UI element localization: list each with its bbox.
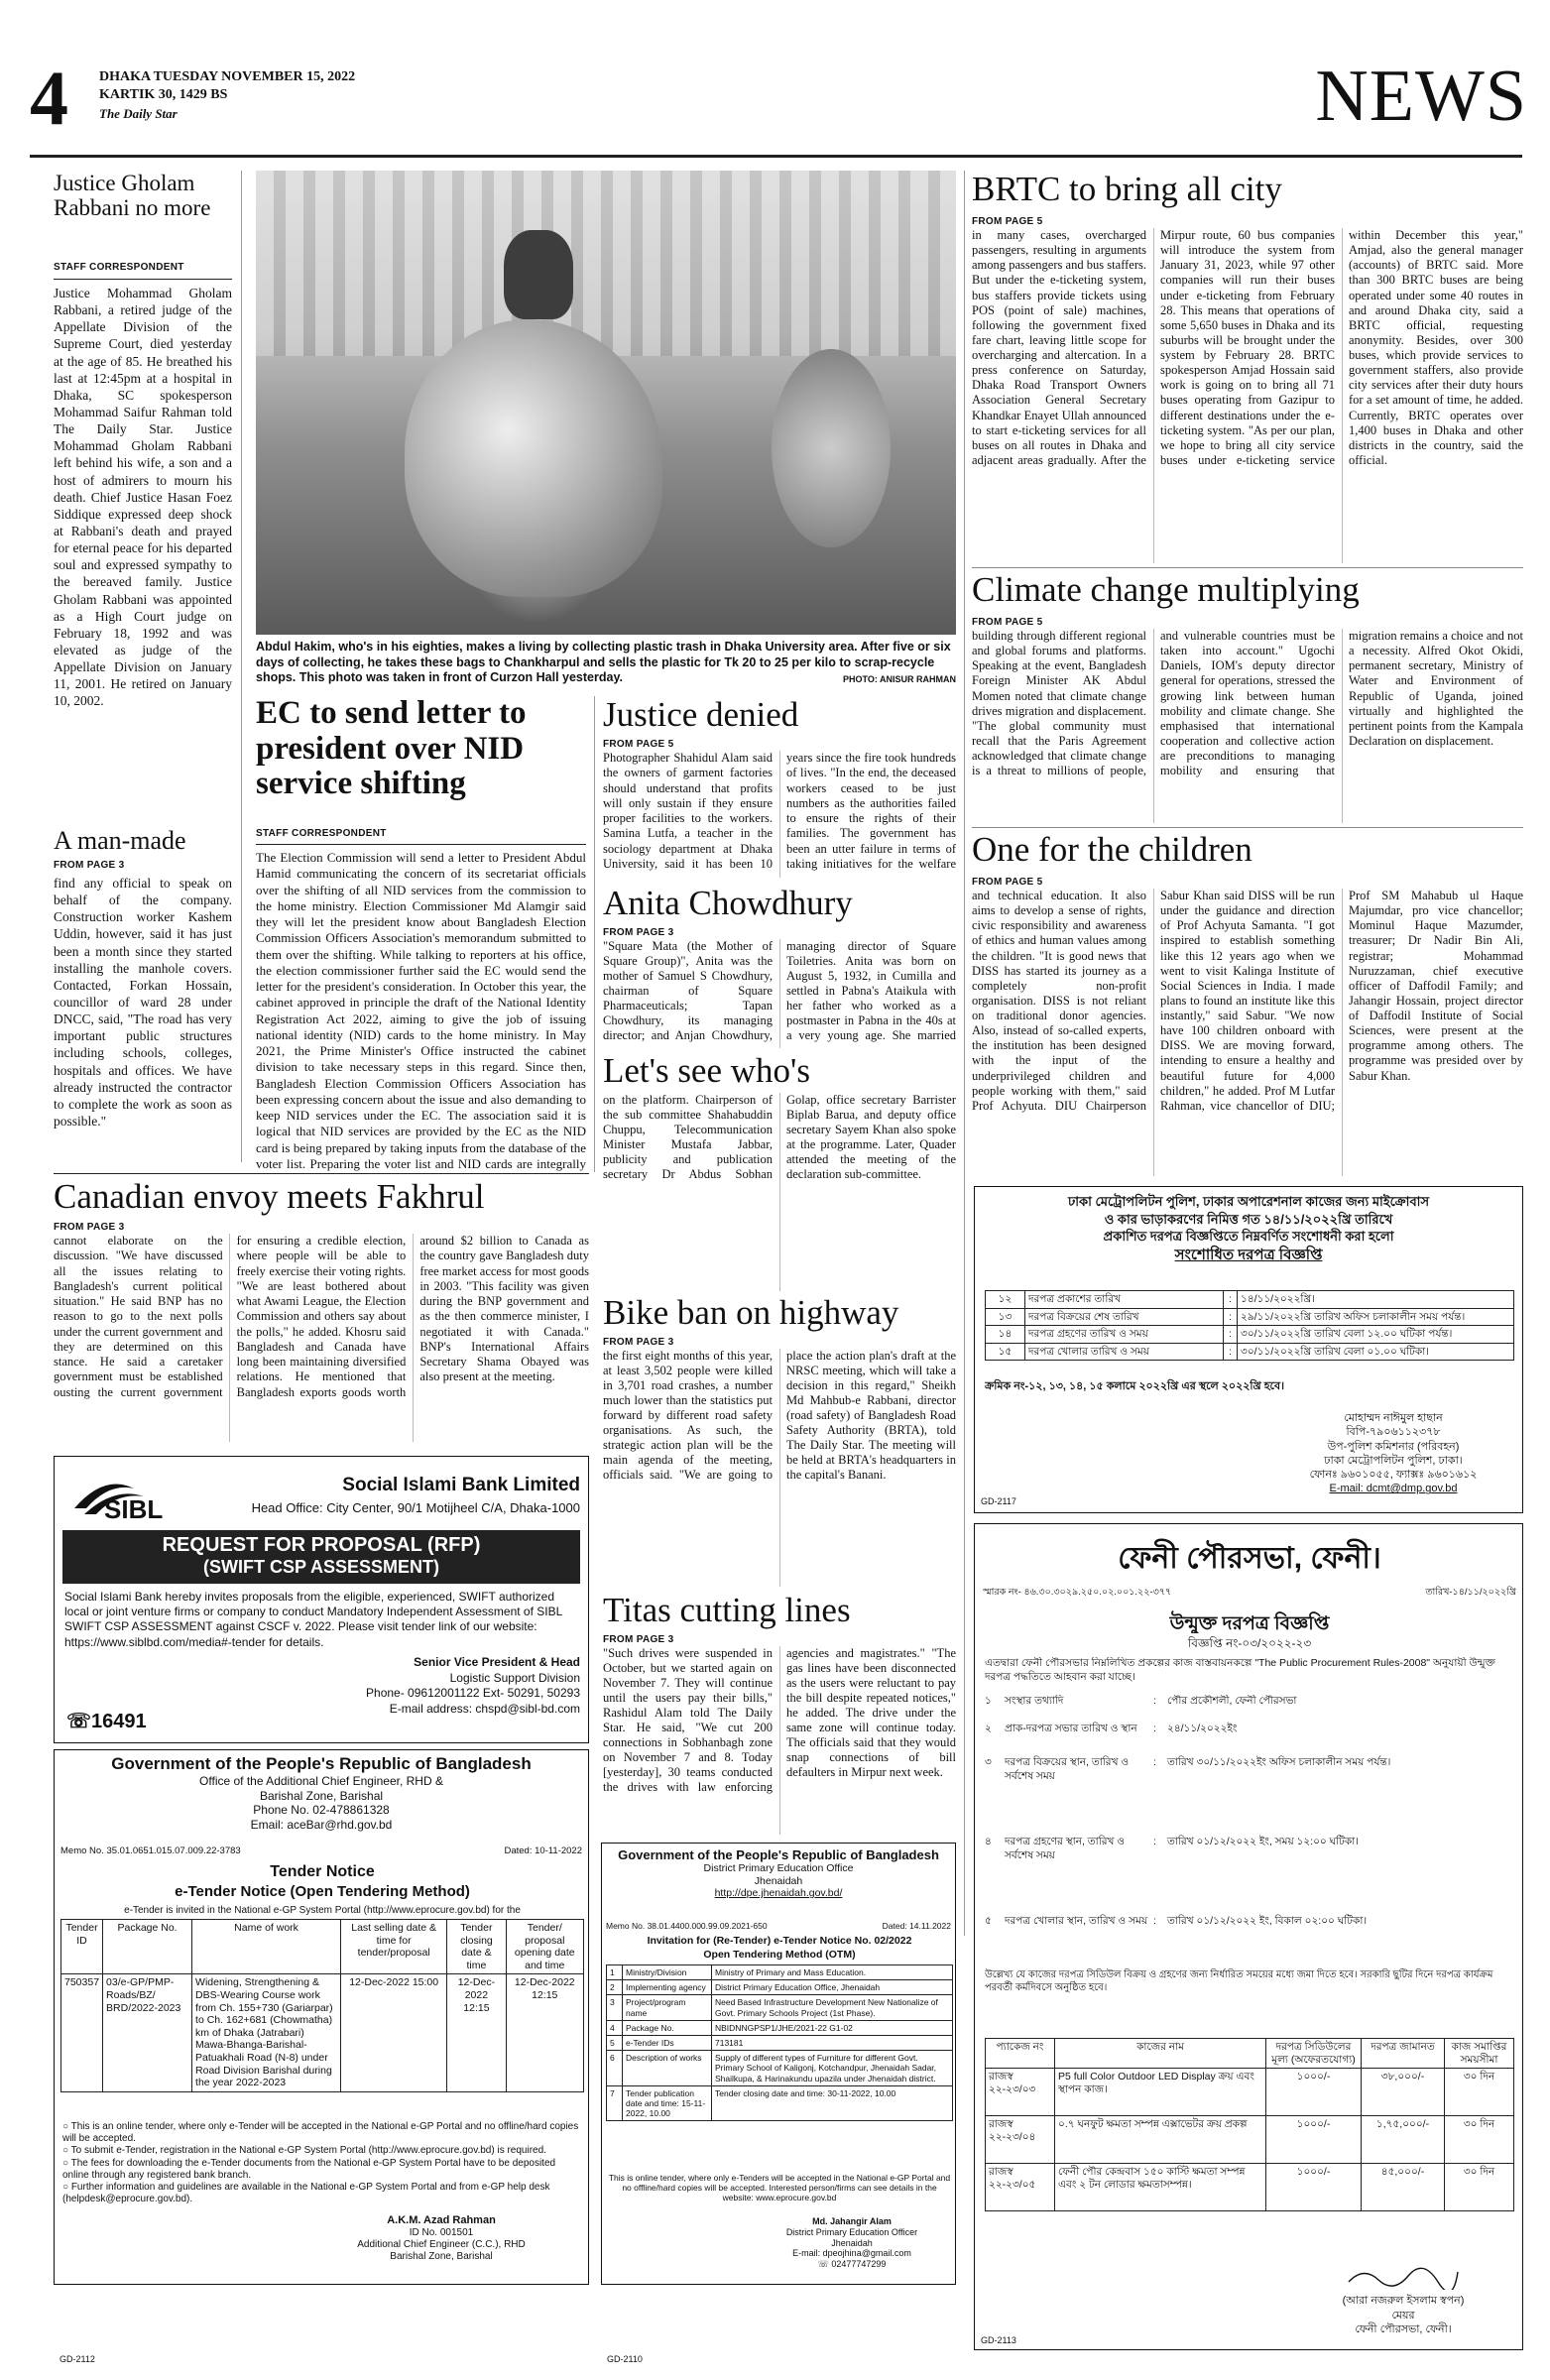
lets-see-body: on the platform. Chairperson of the sub committee Shahabuddin Chuppu, Telecommunication Minister Mustafa Jabbar, publicity and publication secretary Dr Abdus Sobhan Golap, office secretary Barrister Biplab Barua, and deputy office secretary Sayem Khan also spoke at the programme. Later, Quader attended the meeting of the declaration sub-committee. xyxy=(603,1093,956,1181)
rhd-td: 12-Dec-2022 12:15 xyxy=(447,1974,506,2091)
col-rule-3 xyxy=(964,171,965,1936)
man-made-body: find any official to speak on behalf of the company. Construction worker Kashem Uddin, however, said it has just been a month since they started installing the manhole covers. Contacted, Forkan Hossain, councillor of ward 28 under DNCC, said, "The road has very important public structures including schools, colleges, hospitals and offices. We have already instructed the contractor to complete the work as soon as possible." xyxy=(54,876,232,1129)
feni-td: ফেনী পৌর কেন্দ্রবাস ১৫০ কাস্টি ক্ষমতা সম্পন্ন এবং ২ টন লোডার ক্ষমতাসম্পন্ন। xyxy=(1055,2164,1266,2211)
ec-letter-body: The Election Commission will send a letter to President Abdul Hamid communicating the concern of its secretariat officials over the shifting of all NID services from the commission to the home ministry. Election Commissioner Md Alamgir said they will let the president know about Bangladesh Election Commission Officers Association's memorandum submitted to them over the shifting. While talking to reporters at his office, the election commissioner further said the EC would send the letter for the president's consideration. In October this year, the cabinet approved in principle the draft of the National Identity Registration Act 2022, aiming to give the job of issuing national identity (NID) cards to the home ministry. In May 2021, the Prime Minister's Office instructed the cabinet division to take necessary steps in this regard. Since then, Bangladesh Election Commission Officers Association has been expressing concern about the issue and also demanding to keep NID services under the EC. The association said it is logical that NID services are provided by the EC as the NID card is being prepared by taking inputs from the database of the voter list. Preparing the voter list and NID cards are integrally xyxy=(256,850,586,1171)
feni-td: P5 full Color Outdoor LED Display ক্রয় এবং স্থাপন কাজ। xyxy=(1055,2069,1266,2116)
dmp-td: ৩০/১১/২০২২খ্রি তারিখ বেলা ১২.০০ ঘটিকা পর্যন্ত। xyxy=(1238,1326,1514,1344)
bike-ban-kicker: FROM PAGE 3 xyxy=(603,1337,674,1348)
feni-para: উল্লেখ্য যে কাজের দরপত্র সিডিউল বিক্রয় ও গ্রহণের জন্য নির্ধারিত সময়ের মধ্যে জমা দিতে হবে। সরকারি ছুটির দিনে দরপত্র কার্যক্রম পরবর্তী কর্মদিবসে অনুষ্ঠিত হবে। xyxy=(985,1969,1493,1993)
rhd-email: Email: aceBar@rhd.gov.bd xyxy=(250,1817,393,1832)
photo-credit: PHOTO: ANISUR RAHMAN xyxy=(843,674,956,684)
dpe-title: Invitation for (Re-Tender) e-Tender Notice No. 02/2022 xyxy=(647,1935,912,1947)
feni-title: উন্মুক্ত দরপত্র বিজ্ঞপ্তি xyxy=(1169,1613,1330,1633)
dpe-td: 1 xyxy=(607,1965,623,1980)
feni-td: ১০০০/- xyxy=(1266,2116,1362,2164)
table-row xyxy=(986,1308,1514,1326)
man-made-headline: A man-made xyxy=(54,827,186,855)
rhd-sign-zone: Barishal Zone, Barishal xyxy=(390,2251,493,2263)
feni-org: ফেনী পৌরসভা, ফেনী। xyxy=(1118,1542,1381,1575)
dpe-td: Tender closing date and time: 30-11-2022, 10.00 xyxy=(712,2085,953,2121)
dmp-table-wrap xyxy=(985,1290,1514,1369)
canadian-headline: Canadian envoy meets Fakhrul xyxy=(54,1178,485,1216)
children-body: and technical education. It also aims to develop a sense of rights, civic responsibility and awareness of ethics and human values among the children. "It is good news that DISS has started its journey as a completely non-profit organisation. DISS is not reliant on traditional donor agencies. Also, instead of so-called experts, the institution has been designed with the input of the underprivileged children and people working with them," said Prof Achyuta. DIU Chairperson Sabur Khan said DISS will be run under the guidance and direction of Prof Achyuta Samanta. "I got inspired to establish something like this 12 years ago when we went to visit Kalinga Institute of Social Sciences in India. I made plans to found an institute like this instantly," said Sabur. "We now have 100 children onboard with DISS. We are moving forward, intending to ensure a healthy and beautiful future for 4,000 children," he added. Prof M Lutfar Rahman, vice chancellor of DIU; Prof SM Mahabub ul Haque Majumdar, pro vice chancellor; Mominul Haque Mazumder, treasurer; Dr Nadir Bin Ali, registrar; Mohammad Nuruzzaman, chief executive officer of Daffodil Family; and Jahangir Hossain, project director of Daffodil Institute of Social Sciences, were present at the programme among others. The programme was presided over by Sabur Khan. xyxy=(972,889,1523,1113)
list-item: ৫ দরপত্র খোলার স্থান, তারিখ ও সময় : তারিখ ০১/১২/২০২২ ইং, বিকাল ০২:০০ ঘটিকা। xyxy=(985,1915,1514,1955)
dmp-td: ১৫ xyxy=(986,1343,1025,1361)
dpe-sign-title: District Primary Education Officer xyxy=(785,2226,918,2237)
feni-td: ০.৭ ঘনফুট ক্ষমতা সম্পন্ন এক্সাভেটর ক্রয় প্রকল্প xyxy=(1055,2116,1266,2164)
dmp-sign-name: মোহাম্মদ নাঈমুল হাছান xyxy=(1344,1412,1443,1424)
dpe-signature xyxy=(751,2216,953,2282)
feni-sign-org: ফেনী পৌরসভা, ফেনী। xyxy=(1355,2322,1452,2335)
feni-date: তারিখ-১৪/১১/২০২২খ্রি xyxy=(1425,1587,1516,1598)
sibl-rfp-banner xyxy=(62,1530,580,1584)
dmp-td: ১৩ xyxy=(986,1308,1025,1326)
feni-table-wrap xyxy=(985,2038,1514,2236)
sibl-sign-email: E-mail address: chspd@sibl-bd.com xyxy=(389,1701,580,1716)
rhd-th: Name of work xyxy=(192,1920,341,1974)
anita-body: "Square Mata (the Mother of Square Group)", Anita was the mother of Samuel S Chowdhury, chairman of Square Pharmaceuticals; Tapan Chowdhury, its managing director; and Anjan Chowdhury, managing director of Square Toiletries. Anita was born on August 5, 1932, in Cumilla and settled in Pabna's Ataikula with her father who worked as a postmaster in Pabna in the 40s at a very young age. She married xyxy=(603,939,956,1042)
dmp-sign-phone: ফোনঃ ৯৬০১০৫৫, ফ্যাক্সঃ ৯৬০১৬১২ xyxy=(1309,1469,1478,1482)
col-rule-1 xyxy=(241,171,242,1162)
table-row xyxy=(607,1995,953,2020)
dmp-sign-email: E-mail: dcmt@dmp.gov.bd xyxy=(1329,1483,1458,1495)
justice-denied-kicker: FROM PAGE 5 xyxy=(603,739,674,750)
justice-rabbani-byline: STAFF CORRESPONDENT xyxy=(54,262,184,273)
dmp-td: দরপত্র বিক্রয়ের শেষ তারিখ xyxy=(1025,1308,1224,1326)
bike-ban-body: the first eight months of this year, at least 3,502 people were killed in 3,701 road crashes, a number much lower than the statistics put forward by different road safety organisations. As such, the strategic action plan will be the main agenda of the meeting, officials said. "We are going to place the action plan's draft at the NRSC meeting, which will take a decision in this regard," Sheikh Md Mahbub-e Rabbani, director (road safety) of Bangladesh Road Safety Authority (BRTA), told The Daily Star. The meeting will be held at BRTA's headquarters in the capital's Banani. xyxy=(603,1349,956,1482)
rhd-td: Widening, Strengthening & DBS-Wearing Course work from Ch. 155+730 (Gariarpar) to Ch. 162+681 (Chowmatha) km of Dhaka (Jatrabari) Mawa-Bhanga-Barishal-Patuakhali Road (N-8) under Road Division Barishal during the year 2022-2023 xyxy=(192,1974,341,2091)
feni-td: ৪৫,০০০/- xyxy=(1362,2164,1445,2211)
feni-item-value: ২৪/১১/২০২২ইং xyxy=(1167,1723,1238,1734)
climate-headline: Climate change multiplying xyxy=(972,571,1360,609)
feni-td: ৩০ দিন xyxy=(1445,2116,1514,2164)
dpe-table-wrap xyxy=(606,1964,953,2173)
dmp-td: : xyxy=(1224,1308,1238,1326)
rhd-note: This is an online tender, where only e-Tender will be accepted in the National e-GP Portal and no offline/hard copies will be accepted. xyxy=(62,2121,579,2145)
main-photo xyxy=(256,171,956,635)
dpe-td: Description of works xyxy=(623,2051,712,2086)
feni-item-label: দরপত্র গ্রহণের স্থান, তারিখ ও সর্বশেষ সময় xyxy=(1005,1836,1126,1861)
sibl-logo xyxy=(64,1469,193,1526)
feni-item-num: ১ xyxy=(985,1695,992,1707)
feni-td: ৩৮,০০০/- xyxy=(1362,2069,1445,2116)
dmp-td: ১৪ xyxy=(986,1326,1025,1344)
feni-item-label: দরপত্র খোলার স্থান, তারিখ ও সময় xyxy=(1005,1915,1148,1927)
dmp-notice-ad xyxy=(974,1186,1523,1513)
rhd-th: Tender ID xyxy=(61,1920,103,1974)
dmp-td: ৩০/১১/২০২২খ্রি তারিখ বেলা ০১.০০ ঘটিকা। xyxy=(1238,1343,1514,1361)
rhd-gov: Government of the People's Republic of Bangladesh xyxy=(111,1754,532,1773)
dmp-td: দরপত্র প্রকাশের তারিখ xyxy=(1025,1291,1224,1309)
dpe-memo: Memo No. 38.01.4400.000.99.09.2021-650 xyxy=(606,1921,768,1931)
rhd-td: 03/e-GP/PMP-Roads/BZ/ BRD/2022-2023 xyxy=(103,1974,192,2091)
feni-item-value: তারিখ ০১/১২/২০২২ ইং, সময় ১২:০০ ঘটিকা। xyxy=(1167,1836,1360,1847)
dmp-td: দরপত্র গ্রহণের তারিখ ও সময় xyxy=(1025,1326,1224,1344)
sibl-logo-text: SIBL xyxy=(104,1494,164,1524)
sibl-rfp-title: REQUEST FOR PROPOSAL (RFP) xyxy=(162,1534,481,1556)
justice-rabbani-headline: Justice Gholam Rabbani no more xyxy=(54,171,211,221)
ec-byline-rule xyxy=(256,844,586,845)
table-row xyxy=(607,1965,953,1980)
paper-name: The Daily Star xyxy=(99,106,178,121)
feni-item-label: দরপত্র বিক্রয়ের স্থান, তারিখ ও সর্বশেষ সময় xyxy=(1005,1756,1130,1782)
rhd-subtitle: e-Tender Notice (Open Tendering Method) xyxy=(175,1883,470,1900)
dpe-td: NBIDNNGPSP1/JHE/2021-22 G1-02 xyxy=(712,2020,953,2035)
dmp-sign-org: ঢাকা মেট্রোপলিটন পুলিশ, ঢাকা। xyxy=(1324,1454,1463,1467)
rhd-table-wrap xyxy=(60,1919,584,2117)
dmp-table xyxy=(985,1290,1514,1361)
dpe-td: District Primary Education Office, Jhenaidah xyxy=(712,1980,953,1995)
table-row xyxy=(986,2069,1514,2116)
date-line: DHAKA TUESDAY NOVEMBER 15, 2022 xyxy=(99,69,356,84)
rhd-phone: Phone No. 02-478861328 xyxy=(253,1803,390,1818)
rhd-signature xyxy=(302,2214,580,2280)
dpe-td: Implementing agency xyxy=(623,1980,712,1995)
sibl-signatory xyxy=(302,1655,580,1734)
dpe-td: 6 xyxy=(607,2051,623,2086)
man-made-kicker: FROM PAGE 3 xyxy=(54,860,125,871)
sibl-office: Head Office: City Center, 90/1 Motijheel C/A, Dhaka-1000 xyxy=(251,1500,580,1515)
dmp-td: ২৯/১১/২০২২খ্রি তারিখ অফিস চলাকালীন সময় পর্যন্ত। xyxy=(1238,1308,1514,1326)
rhd-sign-title: Additional Chief Engineer (C.C.), RHD xyxy=(357,2239,526,2251)
feni-td: ৩০ দিন xyxy=(1445,2069,1514,2116)
rhd-note: The fees for downloading the e-Tender documents from the National e-GP System Portal have to be deposited online through any registered bank branch. xyxy=(62,2157,556,2181)
rhd-th: Last selling date & time for tender/proposal xyxy=(341,1920,447,1974)
sibl-hotline xyxy=(66,1709,185,1734)
dpe-tender-ad xyxy=(601,1843,956,2285)
rhd-table-header xyxy=(61,1920,584,1974)
lets-see-headline: Let's see who's xyxy=(603,1052,810,1090)
feni-th: কাজ সমাপ্তির সময়সীমা xyxy=(1445,2039,1514,2069)
feni-td: ১০০০/- xyxy=(1266,2164,1362,2211)
feni-item-num: ৩ xyxy=(985,1756,992,1768)
dpe-td: Ministry/Division xyxy=(623,1965,712,1980)
dpe-td: 2 xyxy=(607,1980,623,1995)
dpe-gd-code: GD-2110 xyxy=(607,2354,643,2364)
table-row xyxy=(607,2085,953,2121)
dpe-td: Supply of different types of Furniture for different Govt. Primary School of Kaligonj, Kotchandpur, Jhenaidah Sadar, Shailkupa, & Harinakundu upazila under Jhenaidah district. xyxy=(712,2051,953,2086)
dpe-dated: Dated: 14.11.2022 xyxy=(882,1921,951,1931)
dpe-table xyxy=(606,1964,953,2121)
table-row xyxy=(986,1326,1514,1344)
feni-table xyxy=(985,2038,1514,2211)
dpe-district: Jhenaidah xyxy=(754,1874,803,1887)
sibl-hotline-number: 16491 xyxy=(91,1711,147,1732)
dpe-sign-phone xyxy=(751,2259,953,2270)
feni-sign-title: মেয়র xyxy=(1391,2309,1415,2321)
titas-body: "Such drives were suspended in October, but we started again on November 7. They will continue until the users pay their bills," Rashidul Alam told The Daily Star. He said, "We cut 200 connections in Sobhanbagh zone on November 7 and 8. Today [yesterday], 30 teams conducted the drives with law enforcing agencies and magistrates." "The gas lines have been disconnected as the users were reluctant to pay the bill despite repeated notices," he added. The drive under the same zone will continue today. The officials said that they would snap connections of bill defaulters in Mirpur next week. xyxy=(603,1646,956,1794)
sibl-ad xyxy=(54,1456,589,1743)
justice-rabbani-body: Justice Mohammad Gholam Rabbani, a retired judge of the Appellate Division of the Supreme Court, died yesterday at the age of 85. He breathed his last at 12:45pm at a hospital in Dhaka, SC spokesperson Mohammad Saifur Rahman told The Daily Star. Justice Mohammad Gholam Rabbani left behind his wife, a son and a host of admirers to mourn his death. Chief Justice Hasan Foez Siddique expressed deep shock at Rabbani's death and prayed for eternal peace for his departed soul and expressed sympathy to the bereaved family. Justice Gholam Rabbani was appointed as a High Court judge on February 18, 1992 and was elevated as judge of the Appellate Division on January 11, 2001. He retired on January 10, 2002. xyxy=(54,286,232,709)
titas-kicker: FROM PAGE 3 xyxy=(603,1634,674,1645)
anita-headline: Anita Chowdhury xyxy=(603,885,853,922)
sibl-bank-name: Social Islami Bank Limited xyxy=(342,1475,580,1495)
feni-td: রাজস্ব ২২-২৩/০৫ xyxy=(986,2164,1055,2211)
brtc-kicker: FROM PAGE 5 xyxy=(972,216,1043,227)
signature-scribble xyxy=(1344,2264,1463,2290)
canadian-kicker: FROM PAGE 3 xyxy=(54,1222,125,1233)
table-row xyxy=(986,1291,1514,1309)
list-item: ৩ দরপত্র বিক্রয়ের স্থান, তারিখ ও সর্বশেষ সময় : তারিখ ৩০/১১/২০২২ইং অফিস চলাকালীন সময় পর্যন্ত। xyxy=(985,1756,1514,1836)
dmp-td: : xyxy=(1224,1291,1238,1309)
sibl-body: Social Islami Bank hereby invites proposals from the eligible, experienced, SWIFT authorized local or joint venture firms or company to conduct Mandatory Independent Assessment of SIBL SWIFT CSP ASSESSMENT against CSCF v. 2022. Please visit tender link of our website: https://www.siblbd.com/media#-tender for details. xyxy=(64,1590,562,1649)
children-headline: One for the children xyxy=(972,831,1252,869)
feni-td: ১,৭৫,০০০/- xyxy=(1362,2116,1445,2164)
dpe-td: Project/program name xyxy=(623,1995,712,2020)
feni-item-value: তারিখ ০১/১২/২০২২ ইং, বিকাল ০২:০০ ঘটিকা। xyxy=(1167,1915,1368,1927)
rhd-td: 750357 xyxy=(61,1974,103,2091)
feni-item-num: ৪ xyxy=(985,1836,992,1847)
dpe-sign-email: E-mail: dpeojhina@gmail.com xyxy=(792,2248,911,2259)
feni-td: রাজস্ব ২২-২৩/০৩ xyxy=(986,2069,1055,2116)
dmp-footnote: ক্রমিক নং-১২, ১৩, ১৪, ১৫ কলামে ২০২২খ্রি এর স্থলে ২০২২খ্রি হবে। xyxy=(985,1380,1285,1392)
feni-th: দরপত্র জামানত xyxy=(1362,2039,1445,2069)
feni-intro: এতদ্বারা ফেনী পৌরসভার নিম্নলিখিত প্রকল্পের কাজ বাস্তবায়নকল্পে "The Public Procurement Rules-2008" অনুযায়ী উন্মুক্ত দরপত্র পদ্ধতিতে আহবান করা যাচ্ছে। xyxy=(985,1657,1495,1683)
climate-body: building through different regional and global forums and platforms. Speaking at the event, Bangladesh Foreign Minister AK Abdul Momen noted that climate change drives migration and displacement. "The global community must recall that the Paris Agreement acknowledged that climate change is a threat to millions of people, and vulnerable countries must be taken into account." Ugochi Daniels, IOM's deputy director general for operations, stressed the growing link between human mobility and climate change. She emphasised that international cooperation and collective action are preconditions to managing mobility and ensuring that migration remains a choice and not a necessity. Alfred Okot Okidi, permanent secretary, Ministry of Water and Environment of Republic of Uganda, joined virtually and highlighted the pertinent points from the Kampala Declaration on displacement. xyxy=(972,629,1523,778)
feni-item-num: ৫ xyxy=(985,1915,992,1927)
feni-item-value: পৌর প্রকৌশলী, ফেনী পৌরসভা xyxy=(1167,1695,1297,1707)
list-item: ৪ দরপত্র গ্রহণের স্থান, তারিখ ও সর্বশেষ সময় : তারিখ ০১/১২/২০২২ ইং, সময় ১২:০০ ঘটিকা। xyxy=(985,1836,1514,1915)
rhd-intro: e-Tender is invited in the National e-GP System Portal (http://www.eprocure.gov.bd) for the xyxy=(124,1905,521,1916)
dpe-td: 5 xyxy=(607,2035,623,2050)
feni-td: রাজস্ব ২২-২৩/০৪ xyxy=(986,2116,1055,2164)
list-item: ○ The fees for downloading the e-Tender documents from the National e-GP System Portal have to be deposited online through any registered bank branch. xyxy=(62,2157,556,2181)
rhd-tender-ad xyxy=(54,1749,589,2285)
rhd-table xyxy=(60,1919,584,2092)
table-row xyxy=(61,1974,584,2091)
dmp-gd-code: GD-2117 xyxy=(981,1496,1016,1506)
sibl-rfp-subtitle: (SWIFT CSP ASSESSMENT) xyxy=(202,1557,440,1577)
masthead-rule xyxy=(30,155,1522,158)
climate-kicker: FROM PAGE 5 xyxy=(972,617,1043,628)
feni-th: প্যাকেজ নং xyxy=(986,2039,1055,2069)
dpe-td: 7 xyxy=(607,2085,623,2121)
feni-item-label: সংস্থার তথ্যাদি xyxy=(1005,1695,1064,1707)
date-line-bengali: KARTIK 30, 1429 BS xyxy=(99,87,228,102)
list-item: ○ Further information and guidelines are available in the National e-GP System Portal and from e-GP help desk (helpdesk@eprocure.gov.bd). xyxy=(62,2181,550,2205)
dmp-line3: প্রকাশিত দরপত্র বিজ্ঞপ্তিতে নিম্নবর্ণিত সংশোধনী করা হলো xyxy=(1103,1229,1394,1245)
rhd-office: Office of the Additional Chief Engineer, RHD & xyxy=(199,1774,443,1789)
brtc-headline: BRTC to bring all city xyxy=(972,171,1282,208)
feni-notice-ad xyxy=(974,1523,1523,2350)
rhd-gd-code: GD-2112 xyxy=(60,2354,95,2364)
dmp-sign-title: উপ-পুলিশ কমিশনার (পরিবহন) xyxy=(1327,1440,1460,1453)
rhd-notes xyxy=(62,2121,582,2210)
canadian-body: cannot elaborate on the discussion. "We have discussed all the issues relating to Bangladesh's current political situation." He said BNP has no reason to go to the next polls under the current government and they are determined on this stance. He said a caretaker government must be established ousting the current government for ensuring a credible election, where people will be able to freely exercise their voting rights. "We are least bothered about what Awami League, the Election Commission and others say about the polls," he added. Khosru said Bangladesh and Canada have long been maintaining diversified relations. He mentioned that Bangladesh exports goods worth around $2 billion to Canada as the country gave Bangladesh duty free market access for most goods in 2003. "This facility was given during the BNP government and as the then commerce minister, I negotiated it with Canada." BNP's International Affairs Secretary Shama Obayed was also present at the meeting. xyxy=(54,1234,589,1399)
table-row xyxy=(607,2020,953,2035)
dpe-sign-phone-number: 02477747299 xyxy=(831,2259,887,2270)
children-kicker: FROM PAGE 5 xyxy=(972,877,1043,888)
feni-item-value: তারিখ ৩০/১১/২০২২ইং অফিস চলাকালীন সময় পর্যন্ত। xyxy=(1167,1756,1391,1768)
dpe-subtitle: Open Tendering Method (OTM) xyxy=(703,1949,856,1961)
dmp-sign-id: বিপি-৭৯০৬১১২৩৭৮ xyxy=(1346,1426,1441,1439)
dmp-line2: ও কার ভাড়াকরণের নিমিত্ত গত ১৪/১১/২০২২খ্রি তারিখে xyxy=(1104,1211,1393,1227)
phone-icon: ☏ xyxy=(817,2259,829,2270)
dmp-title: সংশোধিত দরপত্র বিজ্ঞপ্তি xyxy=(1174,1246,1323,1263)
sibl-sign-title: Senior Vice President & Head xyxy=(414,1655,580,1669)
feni-th: দরপত্র সিডিউলের মূল্য (অফেরতযোগ্য) xyxy=(1266,2039,1362,2069)
ec-letter-byline: STAFF CORRESPONDENT xyxy=(256,828,387,839)
dmp-td: : xyxy=(1224,1326,1238,1344)
phone-icon: ☏ xyxy=(66,1711,92,1732)
brtc-body: in many cases, overcharged passengers, resulting in arguments among passengers and bus staffers. But under the e-ticketing system, bus staffers provide tickets using POS (point of sale) machines, following the government fixed fare chart, leaving little scope for overcharging and altercation. In a press conference on Saturday, Dhaka Road Transport Owners Association General Secretary Khandkar Enayet Ullah announced to start e-ticketing services for all buses on all routes in Dhaka and adjacent areas gradually. After the Mirpur route, 60 bus companies will introduce the system from January 31, 2023, while 97 other companies will run their buses under e-ticketing from February 28. This means that operations of some 5,650 buses in Dhaka and its suburbs will be brought under the system by February 28. BRTC spokesperson Amjad Hossain said work is going on to bring all 71 buses operating from Gazipur to different destinations under the e-ticketing system. "As per our plan, we hope to bring all city service buses under e-ticketing service within December this year," Amjad, also the general manager (accounts) of BRTC said. More than 300 BRTC buses are being operated under some 40 routes in and around Dhaka city, said a BRTC official, requesting anonymity. Besides, over 300 buses, which provide services to government staffers, also provide city services after their duty hours for a set amount of time, he added. Currently, BRTC operates over 1,400 buses in Dhaka and other districts in the country, said the official. xyxy=(972,228,1523,467)
canadian-top-rule xyxy=(54,1173,589,1174)
justice-denied-headline: Justice denied xyxy=(603,696,799,734)
list-item: ○ To submit e-Tender, registration in the National e-GP System Portal (http://www.eprocure.gov.bd) is required. xyxy=(62,2145,546,2157)
rhd-th: Package No. xyxy=(103,1920,192,1974)
rhd-zone: Barishal Zone, Barishal xyxy=(259,1788,384,1803)
table-row xyxy=(607,1980,953,1995)
list-item: ○ This is an online tender, where only e-Tender will be accepted in the National e-GP Portal and no offline/hard copies will be accepted. xyxy=(62,2121,579,2145)
table-row xyxy=(986,1343,1514,1361)
col-rule-2 xyxy=(594,696,595,1172)
table-row xyxy=(607,2051,953,2086)
feni-gd-code: GD-2113 xyxy=(981,2335,1016,2345)
rhd-sign-id: ID No. 001501 xyxy=(409,2227,474,2239)
feni-table-header xyxy=(986,2039,1514,2069)
rhd-note: Further information and guidelines are available in the National e-GP System Portal and from e-GP help desk (helpdesk@eprocure.gov.bd). xyxy=(62,2181,550,2205)
rhd-td: 12-Dec-2022 12:15 xyxy=(506,1974,583,2091)
dpe-web: http://dpe.jhenaidah.gov.bd/ xyxy=(714,1887,843,1900)
rhd-th: Tender closing date & time xyxy=(447,1920,506,1974)
feni-signature xyxy=(1292,2264,1514,2343)
feni-td: ১০০০/- xyxy=(1266,2069,1362,2116)
table-row xyxy=(986,2164,1514,2211)
rhd-dated: Dated: 10-11-2022 xyxy=(504,1845,582,1856)
list-item: ২ প্রাক-দরপত্র সভার তারিখ ও স্থান : ২৪/১১/২০২২ইং xyxy=(985,1723,1514,1756)
byline-rule xyxy=(54,279,232,280)
dmp-td: ১৪/১১/২০২২খ্রি। xyxy=(1238,1291,1514,1309)
photo-caption: Abdul Hakim, who's in his eighties, makes a living by collecting plastic trash in Dhaka University area. After five or six days of collecting, he takes these bags to Chankharpul and sells the plastic for Tk 20 to 25 per kilo to scrap-recycle shops. This photo was taken in front of Curzon Hall yesterday. xyxy=(256,640,951,685)
feni-ref: স্মারক নং- ৪৬.৩০.৩০২৯.২৫০.০২.০০১.২২-৩৭৭ xyxy=(983,1587,1172,1598)
table-row xyxy=(607,2035,953,2050)
climate-top-rule xyxy=(972,567,1523,568)
dpe-td: 4 xyxy=(607,2020,623,2035)
table-row xyxy=(986,2116,1514,2164)
section-title: NEWS xyxy=(1315,60,1527,137)
feni-item-num: ২ xyxy=(985,1723,992,1734)
dpe-td: 713181 xyxy=(712,2035,953,2050)
dmp-td: দরপত্র খোলার তারিখ ও সময় xyxy=(1025,1343,1224,1361)
sibl-sign-phone: Phone- 09612001122 Ext- 50291, 50293 xyxy=(366,1686,580,1701)
feni-item-label: প্রাক-দরপত্র সভার তারিখ ও স্থান xyxy=(1005,1723,1137,1734)
dpe-gov: Government of the People's Republic of Bangladesh xyxy=(618,1847,939,1862)
rhd-sign-name: A.K.M. Azad Rahman xyxy=(387,2214,496,2226)
list-item: ১ সংস্থার তথ্যাদি : পৌর প্রকৌশলী, ফেনী পৌরসভা xyxy=(985,1695,1514,1723)
dpe-sign-name: Md. Jahangir Alam xyxy=(812,2216,892,2226)
dmp-td: : xyxy=(1224,1343,1238,1361)
dmp-td: ১২ xyxy=(986,1291,1025,1309)
dpe-td: Tender publication date and time: 15-11-2022, 10.00 xyxy=(623,2085,712,2121)
feni-sign-name: (আরা নজরুল ইসলাম স্বপন) xyxy=(1342,2295,1465,2308)
page-number: 4 xyxy=(30,60,68,139)
dpe-td: Need Based Infrastructure Development New Nationalize of Govt. Primary Schools Project (1st Phase). xyxy=(712,1995,953,2020)
dmp-signature xyxy=(1272,1411,1514,1510)
rhd-title: Tender Notice xyxy=(270,1863,375,1880)
feni-th: কাজের নাম xyxy=(1055,2039,1266,2069)
anita-kicker: FROM PAGE 3 xyxy=(603,927,674,938)
ec-letter-headline: EC to send letter to president over NID service shifting xyxy=(256,696,527,802)
feni-notice-no: বিজ্ঞপ্তি নং-০৩/২০২২-২৩ xyxy=(1187,1636,1312,1650)
dpe-td: Package No. xyxy=(623,2020,712,2035)
dmp-line1: ঢাকা মেট্রোপলিটন পুলিশ, ঢাকার অপারেশনাল কাজের জন্য মাইক্রোবাস xyxy=(1067,1194,1430,1209)
dpe-office: District Primary Education Office xyxy=(703,1862,854,1875)
rhd-note: To submit e-Tender, registration in the National e-GP System Portal (http://www.eprocure.gov.bd) is required. xyxy=(70,2145,546,2157)
feni-items xyxy=(985,1695,1514,1963)
rhd-td: 12-Dec-2022 15:00 xyxy=(341,1974,447,2091)
dpe-sign-district: Jhenaidah xyxy=(831,2237,873,2248)
bike-ban-headline: Bike ban on highway xyxy=(603,1294,899,1332)
titas-headline: Titas cutting lines xyxy=(603,1592,851,1629)
rhd-memo: Memo No. 35.01.0651.015.07.009.22-3783 xyxy=(60,1845,241,1856)
rhd-th: Tender/ proposal opening date and time xyxy=(506,1920,583,1974)
dpe-td: e-Tender IDs xyxy=(623,2035,712,2050)
sibl-sign-division: Logistic Support Division xyxy=(449,1670,580,1685)
children-top-rule xyxy=(972,827,1523,828)
dpe-note: This is online tender, where only e-Tenders will be accepted in the National e-GP Portal and no offline/hard copies will be accepted. Interested person/firms can see details in the website: www.eprocure.gov.bd xyxy=(608,2173,951,2203)
justice-denied-body: Photographer Shahidul Alam said the owners of garment factories should understand that profits will only sustain if they ensure proper facilities to the workers. Samina Lutfa, a teacher in the sociology department at Dhaka University, said it has been 10 years since the fire took hundreds of lives. "In the end, the deceased workers ceased to be just numbers as the authorities failed to ensure the rights of their families. The government has been an utter failure in terms of taking initiatives for the welfare xyxy=(603,751,956,871)
feni-td: ৩০ দিন xyxy=(1445,2164,1514,2211)
dpe-td: Ministry of Primary and Mass Education. xyxy=(712,1965,953,1980)
dpe-td: 3 xyxy=(607,1995,623,2020)
